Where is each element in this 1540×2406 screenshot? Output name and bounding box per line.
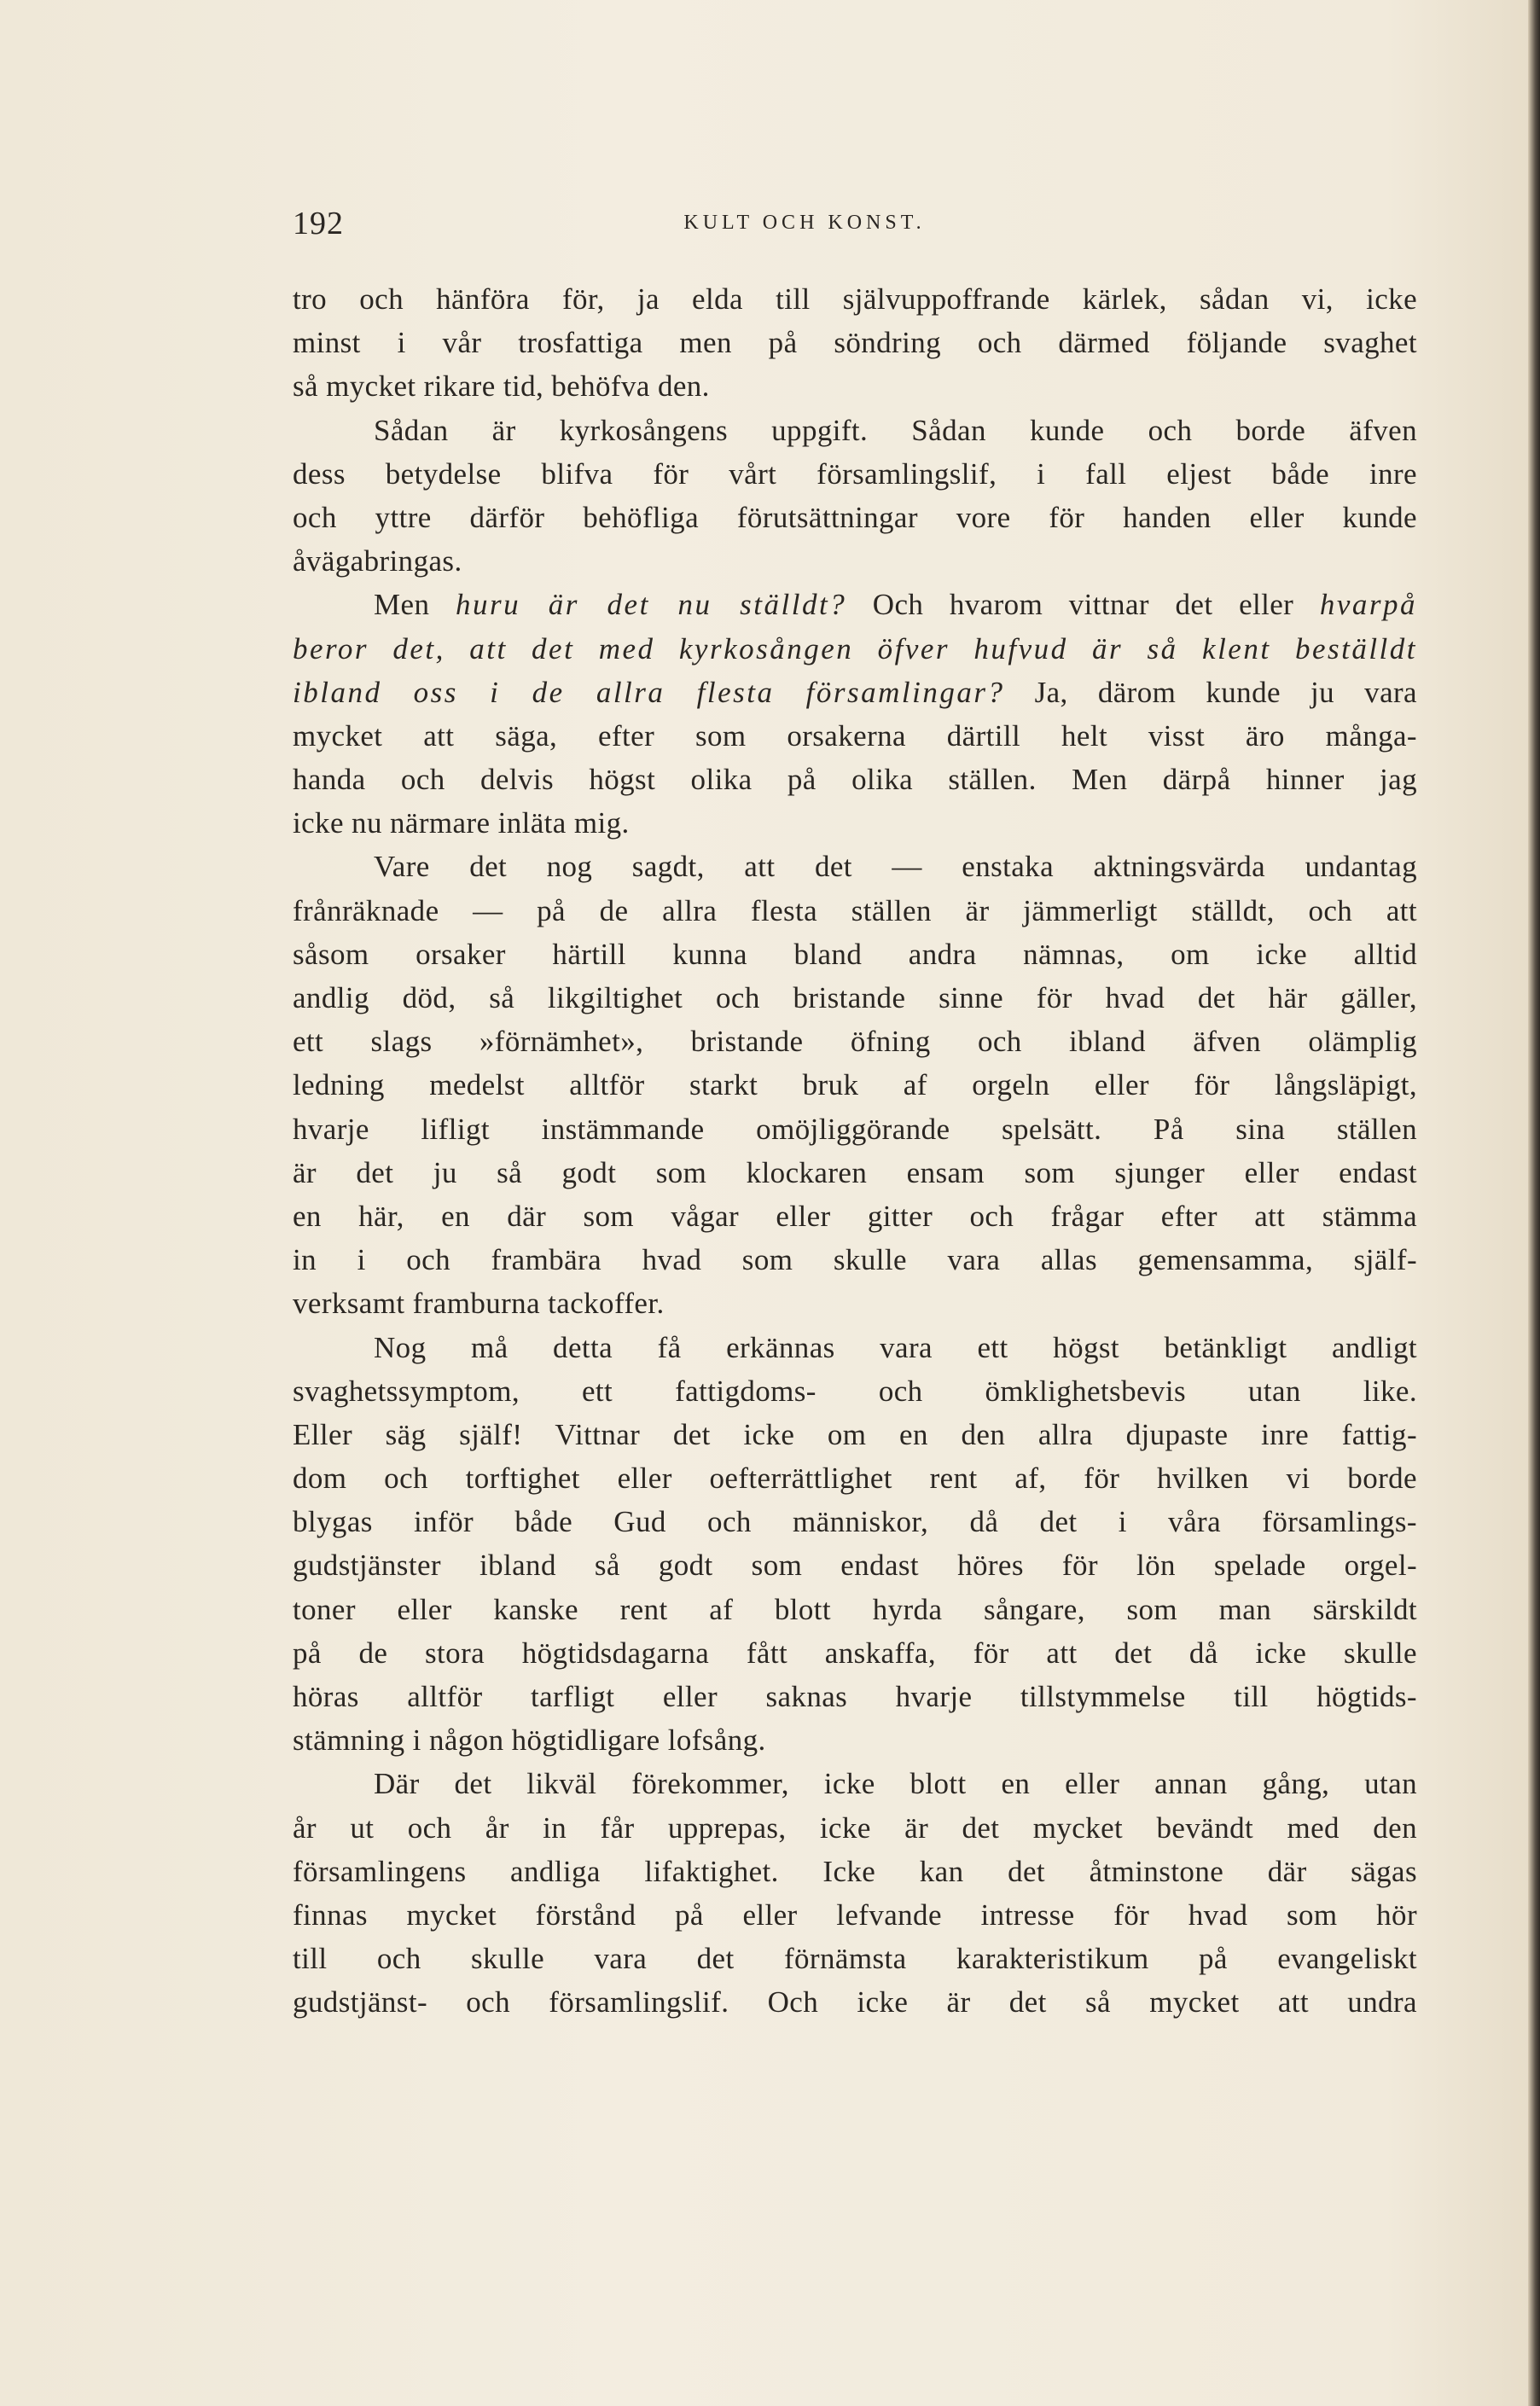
text-segment: Där det likväl förekommer, icke blott en eller annan gång, utan — [374, 1767, 1417, 1801]
text-segment: dess betydelse blifva för vårt församlingslif, i fall eljest både inre — [293, 456, 1417, 491]
italic-phrase: huru är det nu ställdt? — [455, 588, 847, 622]
text-line — [293, 671, 1417, 714]
text-line — [293, 364, 1417, 408]
text-line — [293, 1326, 1417, 1369]
text-line — [293, 1675, 1417, 1718]
text-line — [293, 321, 1417, 364]
text-line — [293, 1151, 1417, 1194]
text-segment: Vare det nog sagdt, att det — enstaka aktningsvärda undantag — [374, 850, 1417, 884]
text-line — [293, 1281, 1417, 1325]
body-text — [293, 277, 1417, 2025]
text-line — [293, 1762, 1417, 1805]
text-line — [293, 1893, 1417, 1937]
text-line — [293, 1063, 1417, 1107]
text-line — [293, 1806, 1417, 1850]
text-line — [293, 1718, 1417, 1762]
text-segment: stämning i någon högtidligare lofsång. — [293, 1723, 766, 1758]
text-segment: tro och hänföra för, ja elda till självuppoffrande kärlek, sådan vi, icke — [293, 282, 1417, 316]
text-segment: toner eller kanske rent af blott hyrda sångare, som man särskildt — [293, 1592, 1417, 1626]
text-line — [293, 889, 1417, 933]
text-segment: så mycket rikare tid, behöfva den. — [293, 369, 710, 404]
text-line — [293, 1107, 1417, 1151]
text-line — [293, 496, 1417, 539]
text-segment: verksamt framburna tackoffer. — [293, 1287, 665, 1321]
text-segment: åvägabringas. — [293, 544, 462, 578]
text-line — [293, 1543, 1417, 1587]
text-line — [293, 1456, 1417, 1500]
text-line — [293, 1194, 1417, 1238]
text-segment: höras alltför tarfligt eller saknas hvarje tillstymmelse till högtids- — [293, 1680, 1417, 1713]
text-line — [293, 1500, 1417, 1543]
text-segment: gudstjänster ibland så godt som endast höres för lön spelade orgel- — [293, 1549, 1417, 1583]
text-segment: år ut och år in får upprepas, icke är det mycket bevändt med den — [293, 1810, 1417, 1845]
page-number: 192 — [293, 206, 344, 241]
text-line — [293, 1937, 1417, 1980]
text-segment: Eller säg själf! Vittnar det icke om en den allra djupaste inre fattig- — [293, 1417, 1417, 1451]
text-segment: såsom orsaker härtill kunna bland andra nämnas, om icke alltid — [293, 937, 1417, 971]
text-line — [293, 1631, 1417, 1675]
text-segment: in i och frambära hvad som skulle vara allas gemensamma, själf- — [293, 1243, 1417, 1277]
text-segment: dom och torftighet eller oefterrättlighet rent af, för hvilken vi borde — [293, 1462, 1417, 1496]
text-segment: finnas mycket förstånd på eller lefvande intresse för hvad som hör — [293, 1897, 1417, 1932]
running-title: KULT OCH KONST. — [683, 212, 926, 234]
text-line — [293, 277, 1417, 321]
text-segment: hvarje lifligt instämmande omöjliggörande spelsätt. På sina ställen — [293, 1112, 1417, 1146]
text-segment: Sådan är kyrkosångens uppgift. Sådan kunde och borde äfven — [374, 413, 1417, 447]
text-line — [293, 583, 1417, 626]
text-segment: är det ju så godt som klockaren ensam som sjunger eller endast — [293, 1155, 1417, 1189]
text-line — [293, 1588, 1417, 1631]
text-line — [293, 801, 1417, 845]
text-segment: handa och delvis högst olika på olika ställen. Men därpå hinner jag — [293, 763, 1417, 797]
text-line — [293, 845, 1417, 888]
text-segment: Men — [374, 588, 456, 622]
text-segment: gudstjänst- och församlingslif. Och icke är det så mycket att undra — [293, 1985, 1417, 2020]
text-segment: minst i vår trosfattiga men på söndring och därmed följande svaghet — [293, 326, 1417, 360]
italic-phrase: ibland oss i de allra flesta församlingar? — [293, 675, 1005, 709]
italic-phrase: beror det, att det med kyrkosången öfver hufvud är så klent beställdt — [293, 631, 1417, 665]
text-segment: blygas inför både Gud och människor, då det i våra församlings- — [293, 1505, 1417, 1539]
text-segment: svaghetssymptom, ett fattigdoms- och ömklighetsbevis utan like. — [293, 1374, 1417, 1408]
text-line — [293, 1369, 1417, 1413]
text-line — [293, 1020, 1417, 1063]
text-segment: ett slags »förnämhet», bristande öfning och ibland äfven olämplig — [293, 1025, 1417, 1059]
text-segment: frånräknade — på de allra flesta ställen är jämmerligt ställdt, och att — [293, 893, 1417, 927]
text-segment: församlingens andliga lifaktighet. Icke kan det åtminstone där sägas — [293, 1854, 1417, 1888]
text-segment: Ja, därom kunde ju vara — [1004, 675, 1417, 709]
text-line — [293, 1850, 1417, 1893]
text-line — [293, 627, 1417, 671]
text-segment: till och skulle vara det förnämsta karakteristikum på evangeliskt — [293, 1942, 1417, 1976]
text-line — [293, 409, 1417, 452]
text-line — [293, 1238, 1417, 1281]
text-line — [293, 452, 1417, 496]
text-line — [293, 1980, 1417, 2024]
text-line — [293, 539, 1417, 583]
text-segment: mycket att säga, efter som orsakerna därtill helt visst äro många- — [293, 718, 1417, 753]
text-line — [293, 976, 1417, 1020]
text-segment: icke nu närmare inläta mig. — [293, 806, 630, 840]
text-segment: Och hvarom vittnar det eller — [846, 588, 1320, 622]
italic-phrase: hvarpå — [1319, 588, 1417, 622]
text-segment: andlig död, så likgiltighet och bristande sinne för hvad det här gäller, — [293, 981, 1417, 1014]
text-segment: Nog må detta få erkännas vara ett högst betänkligt andligt — [374, 1330, 1417, 1364]
page-header — [293, 205, 1316, 247]
text-segment: ledning medelst alltför starkt bruk af orgeln eller för långsläpigt, — [293, 1068, 1417, 1102]
text-segment: en här, en där som vågar eller gitter och frågar efter att stämma — [293, 1199, 1417, 1233]
text-line — [293, 758, 1417, 801]
text-segment: och yttre därför behöfliga förutsättningar vore för handen eller kunde — [293, 500, 1417, 534]
text-line — [293, 714, 1417, 758]
text-segment: på de stora högtidsdagarna fått anskaffa, för att det då icke skulle — [293, 1636, 1417, 1670]
page-edge-shadow — [1528, 0, 1540, 2406]
text-line — [293, 1413, 1417, 1456]
text-line — [293, 933, 1417, 976]
